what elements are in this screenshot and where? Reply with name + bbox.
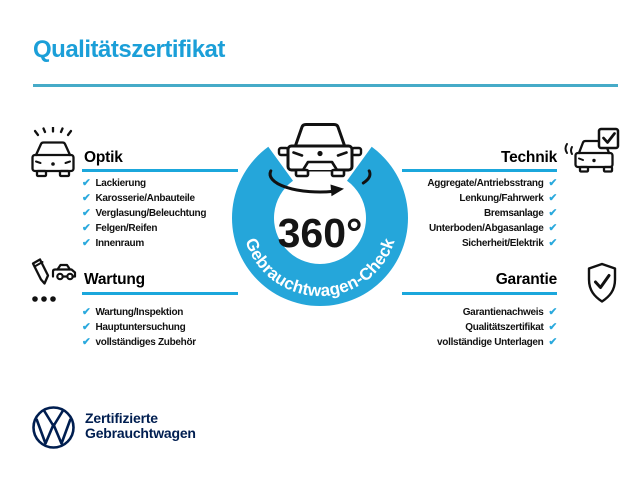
check-icon: ✔ [548,306,557,319]
shield-check-icon [584,262,620,304]
section-rule-wartung [82,292,238,295]
check-item [427,191,557,206]
check-item-label: Qualitätszertifikat [465,322,544,333]
check-item [427,176,557,191]
car-rotate-icon [279,125,361,177]
brand-line-1: Zertifizierte [85,410,158,426]
check-icon: ✔ [82,177,91,190]
check-item-label: Garantienachweis [462,307,544,318]
check-item [82,236,206,251]
check-item [82,221,206,236]
check-item [82,206,206,221]
check-icon: ✔ [82,237,91,250]
check-item-label: Bremsanlage [483,208,544,219]
brand-line-2: Gebrauchtwagen [85,425,196,441]
check-icon: ✔ [548,336,557,349]
technik-checklist [427,176,557,251]
brand-wordmark [85,411,196,441]
wartung-checklist [82,305,196,350]
check-icon: ✔ [82,192,91,205]
check-item-label: Felgen/Reifen [95,223,158,234]
check-icon: ✔ [548,177,557,190]
check-icon: ✔ [548,222,557,235]
check-item-label: Wartung/Inspektion [95,307,184,318]
check-item [437,320,557,335]
check-item-label: Hauptuntersuchung [95,322,186,333]
check-item-label: Karosserie/Anbauteile [95,193,195,204]
car-shine-icon [28,127,78,181]
section-rule-technik [402,169,557,172]
section-title-garantie: Garantie [495,271,557,288]
360-check-ring [225,112,415,315]
section-title-wartung: Wartung [84,271,145,288]
check-item-label: Verglasung/Beleuchtung [95,208,207,219]
service-checklist-icon [27,257,77,307]
header-divider [33,84,618,87]
check-item [437,335,557,350]
check-item [427,236,557,251]
check-item [82,320,196,335]
optik-checklist [82,176,206,251]
car-checkbox-icon [559,127,623,175]
check-item-label: Lackierung [95,178,146,189]
check-icon: ✔ [82,207,91,220]
section-rule-optik [82,169,238,172]
section-rule-garantie [402,292,557,295]
check-item [82,305,196,320]
check-item-label: Aggregate/Antriebsstrang [427,178,544,189]
check-item-label: Sicherheit/Elektrik [461,238,544,249]
check-item-label: Lenkung/Fahrwerk [459,193,544,204]
check-icon: ✔ [82,321,91,334]
check-item-label: Innenraum [95,238,144,249]
degree-label: 360° [277,210,363,256]
check-icon: ✔ [548,321,557,334]
check-icon: ✔ [82,222,91,235]
check-icon: ✔ [548,207,557,220]
section-title-optik: Optik [84,149,123,166]
check-icon: ✔ [82,306,91,319]
check-item [82,176,206,191]
check-icon: ✔ [82,336,91,349]
check-icon: ✔ [548,192,557,205]
check-item-label: Unterboden/Abgasanlage [428,223,544,234]
garantie-checklist [437,305,557,350]
check-item [427,221,557,236]
vw-logo [31,405,76,450]
check-item-label: vollständiges Zubehör [95,337,196,348]
check-item [82,191,206,206]
check-item [427,206,557,221]
check-item [437,305,557,320]
ring-curved-label: Gebrauchtwagen-Check [241,235,399,301]
section-title-technik: Technik [500,149,557,166]
check-item-label: vollständige Unterlagen [437,337,544,348]
page-title: Qualitätszertifikat [33,36,225,63]
check-icon: ✔ [548,237,557,250]
check-item [82,335,196,350]
